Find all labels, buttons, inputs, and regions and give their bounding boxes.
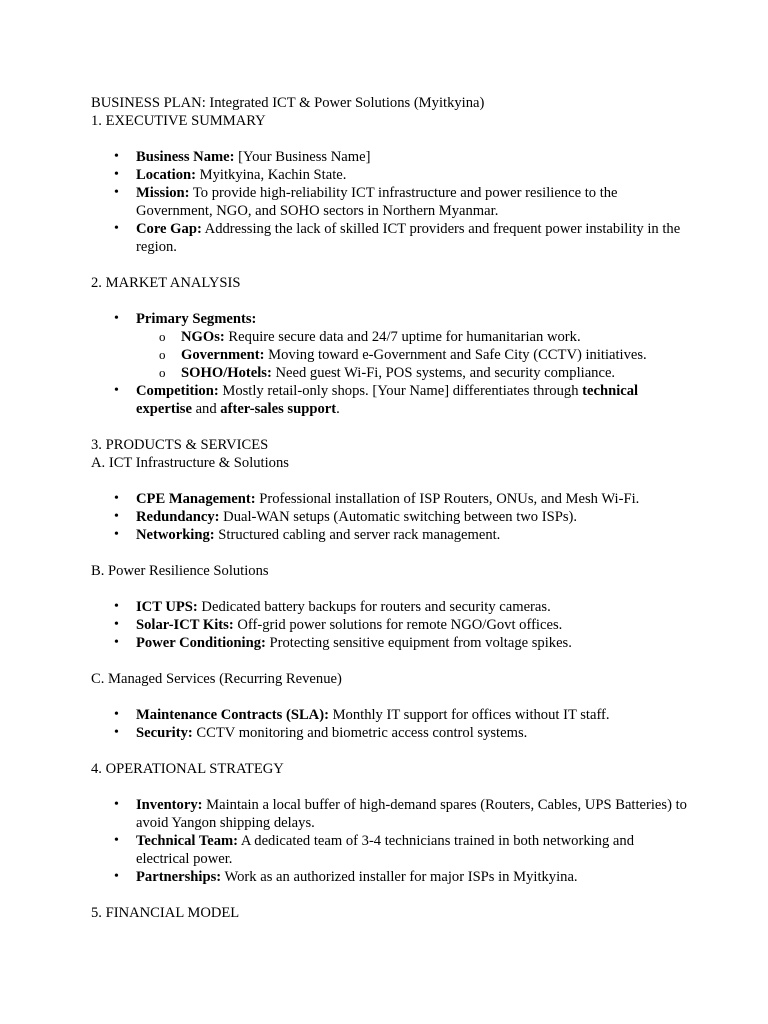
section-heading-operational-strategy: 4. OPERATIONAL STRATEGY — [91, 761, 284, 777]
list-item — [136, 868, 691, 886]
executive-summary-list — [91, 148, 691, 256]
list-item — [136, 148, 691, 166]
item-label: Redundancy: — [136, 509, 220, 525]
item-label: Networking: — [136, 527, 215, 543]
list-item — [136, 796, 691, 832]
section-heading-executive-summary: 1. EXECUTIVE SUMMARY — [91, 113, 266, 129]
item-text: [Your Business Name] — [234, 149, 371, 165]
item-label: Maintenance Contracts (SLA): — [136, 707, 329, 723]
item-text: and — [191, 401, 221, 417]
item-label: Government: — [181, 347, 265, 363]
market-analysis-list — [91, 310, 691, 418]
item-label: CPE Management: — [136, 491, 256, 507]
item-emphasis: technical expertise — [136, 383, 639, 417]
list-item — [136, 634, 691, 652]
managed-list — [91, 706, 691, 742]
item-label: Inventory: — [136, 797, 203, 813]
list-item — [136, 598, 691, 616]
item-text: Mostly retail-only shops. [Your Name] differentiates through — [218, 383, 583, 399]
item-text: CCTV monitoring and biometric access control systems. — [192, 725, 528, 741]
item-label: Technical Team: — [136, 833, 239, 849]
list-item — [136, 832, 691, 868]
document-page — [91, 94, 691, 922]
subsection-heading-power: B. Power Resilience Solutions — [91, 563, 269, 579]
item-label: Mission: — [136, 185, 190, 201]
document-title: BUSINESS PLAN: Integrated ICT & Power Solutions (Myitkyina) — [91, 95, 485, 111]
item-text: Structured cabling and server rack management. — [214, 527, 501, 543]
item-text: Maintain a local buffer of high-demand spares (Routers, Cables, UPS Batteries) to avoid Yangon shipping delays. — [136, 797, 687, 831]
item-text: Require secure data and 24/7 uptime for humanitarian work. — [224, 329, 581, 345]
item-emphasis: after-sales support — [220, 401, 337, 417]
sublist-item — [181, 364, 691, 382]
item-text: Need guest Wi-Fi, POS systems, and security compliance. — [271, 365, 616, 381]
list-item — [136, 220, 691, 256]
segments-sublist — [136, 328, 691, 382]
list-item — [136, 616, 691, 634]
list-item — [136, 382, 691, 418]
list-item — [136, 310, 691, 382]
item-text: Myitkyina, Kachin State. — [196, 167, 347, 183]
item-label: Location: — [136, 167, 196, 183]
subsection-heading-managed: C. Managed Services (Recurring Revenue) — [91, 671, 342, 687]
item-text: A dedicated team of 3-4 technicians trained in both networking and electrical power. — [136, 833, 634, 867]
sublist-item — [181, 328, 691, 346]
subsection-heading-ict: A. ICT Infrastructure & Solutions — [91, 455, 289, 471]
item-text: Professional installation of ISP Routers, ONUs, and Mesh Wi-Fi. — [255, 491, 640, 507]
item-label: Competition: — [136, 383, 219, 399]
operational-list — [91, 796, 691, 886]
list-item — [136, 526, 691, 544]
item-label: Solar-ICT Kits: — [136, 617, 234, 633]
item-text: Dedicated battery backups for routers and security cameras. — [197, 599, 551, 615]
item-text: Off-grid power solutions for remote NGO/Govt offices. — [233, 617, 563, 633]
item-text: . — [336, 401, 340, 417]
item-label: Security: — [136, 725, 193, 741]
list-item — [136, 490, 691, 508]
item-label: Core Gap: — [136, 221, 202, 237]
item-label: SOHO/Hotels: — [181, 365, 272, 381]
list-item — [136, 706, 691, 724]
item-label: Power Conditioning: — [136, 635, 266, 651]
item-text: Protecting sensitive equipment from voltage spikes. — [265, 635, 572, 651]
list-item — [136, 508, 691, 526]
item-label: Business Name: — [136, 149, 235, 165]
section-heading-market-analysis: 2. MARKET ANALYSIS — [91, 275, 241, 291]
section-heading-products-services: 3. PRODUCTS & SERVICES — [91, 437, 269, 453]
item-text: Monthly IT support for offices without IT staff. — [328, 707, 610, 723]
item-label: Primary Segments: — [136, 311, 257, 327]
power-list — [91, 598, 691, 652]
ict-list — [91, 490, 691, 544]
item-text: Work as an authorized installer for major ISPs in Myitkyina. — [221, 869, 578, 885]
sublist-item — [181, 346, 691, 364]
item-label: NGOs: — [181, 329, 225, 345]
section-heading-financial-model: 5. FINANCIAL MODEL — [91, 905, 240, 921]
item-text: Dual-WAN setups (Automatic switching between two ISPs). — [219, 509, 578, 525]
list-item — [136, 166, 691, 184]
list-item — [136, 184, 691, 220]
item-label: Partnerships: — [136, 869, 222, 885]
list-item — [136, 724, 691, 742]
item-text: To provide high-reliability ICT infrastructure and power resilience to the Government, NGO, and SOHO sectors in Northern Myanmar. — [136, 185, 618, 219]
item-label: ICT UPS: — [136, 599, 198, 615]
item-text: Addressing the lack of skilled ICT providers and frequent power instability in the region. — [136, 221, 681, 255]
item-text: Moving toward e-Government and Safe City (CCTV) initiatives. — [264, 347, 647, 363]
